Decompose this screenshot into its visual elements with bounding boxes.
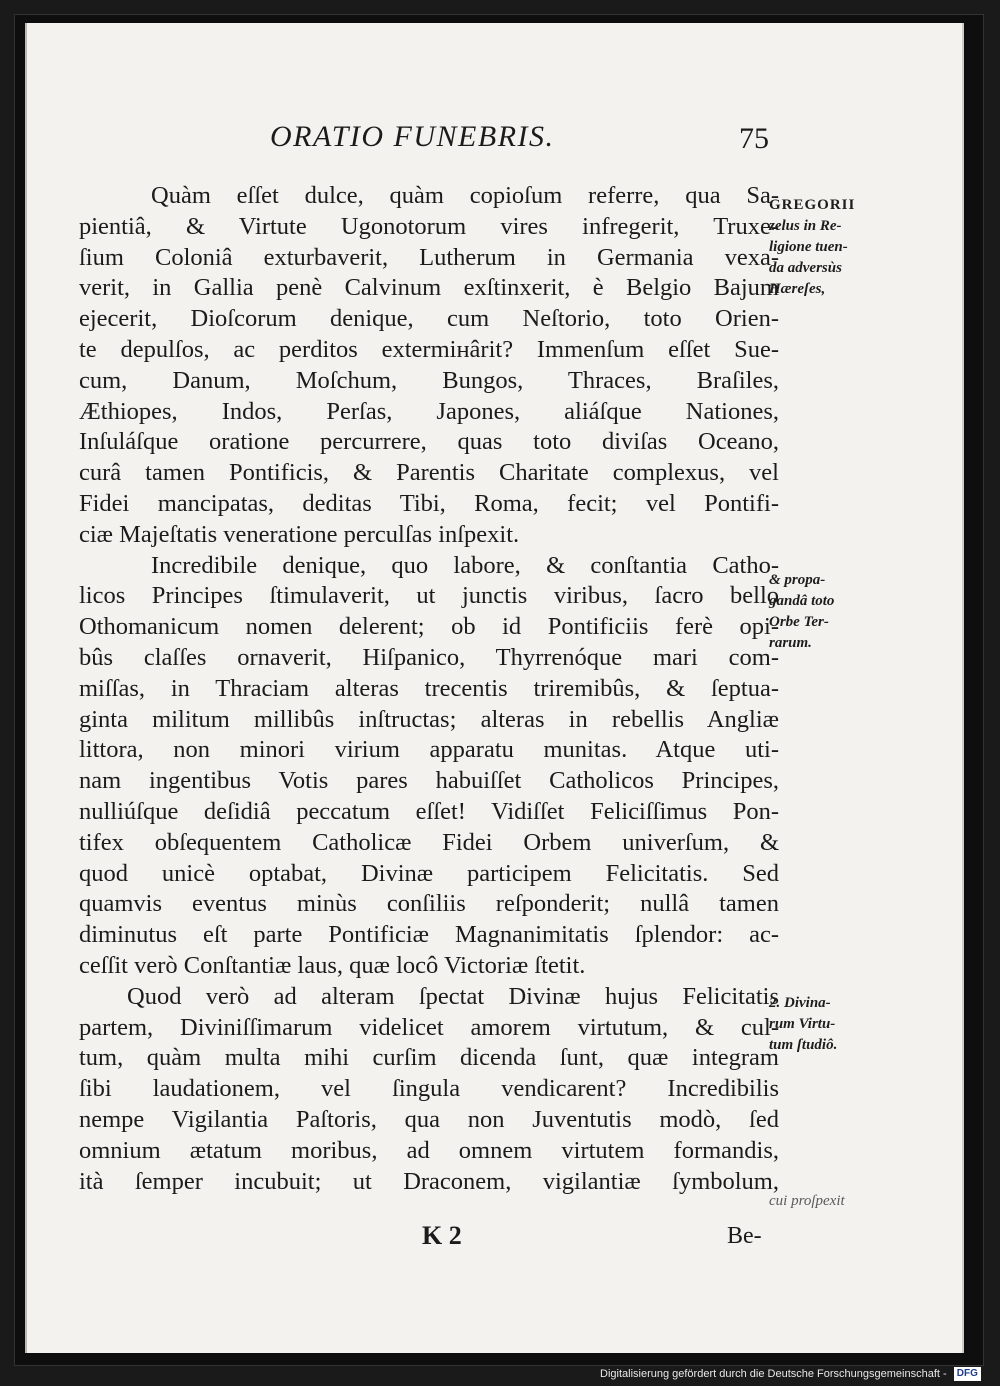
text-line: ejecerit, Dioſcorum denique, cum Neſtorio, toto Orien- xyxy=(79,305,779,333)
text-line: licos Principes ſtimulaverit, ut junctis viribus, ſacro bello xyxy=(79,582,779,610)
text-line: littora, non minori virium apparatu munitas. Atque uti- xyxy=(79,736,779,764)
text-line: pientiâ, & Virtute Ugonotorum vires infregerit, Truxe- xyxy=(79,212,779,240)
text-line: Fidei mancipatas, deditas Tibi, Roma, fecit; vel Pontifi- xyxy=(79,489,779,517)
text-line: ginta militum millibûs inſtructas; alteras in rebellis Angliæ xyxy=(79,705,779,733)
margin-note-line: gandâ toto xyxy=(769,593,835,609)
text-line: Incredibile denique, quo labore, & conſtantia Catho- xyxy=(151,551,779,579)
page-header xyxy=(27,120,962,160)
text-line: tifex obſequentem Catholicæ Fidei Orbem univerſum, & xyxy=(79,828,779,856)
text-line: miſſas, in Thraciam alteras trecentis triremibûs, & ſeptua- xyxy=(79,674,779,702)
text-line: diminutus eſt parte Pontificiæ Magnanimitatis ſplendor: ac- xyxy=(79,921,779,949)
dfg-logo-badge: DFG xyxy=(954,1367,981,1381)
signature-mark: K 2 xyxy=(422,1221,462,1250)
body-text xyxy=(79,181,779,1197)
text-line: quamvis eventus minùs conſiliis reſponderit; nullâ tamen xyxy=(79,890,779,918)
margin-note-line: Hæreſes, xyxy=(769,281,826,297)
margin-note-line: tum ſtudiô. xyxy=(769,1037,838,1053)
margin-note-propaganda xyxy=(769,570,834,654)
text-line: cum, Danum, Moſchum, Bungos, Thraces, Braſiles, xyxy=(79,366,779,394)
margin-note-cui-prospexit xyxy=(769,1191,845,1212)
text-line: verit, in Gallia penè Calvinum exſtinxerit, è Belgio Bajum xyxy=(79,274,779,302)
text-line: tum, quàm multa mihi curſim dicenda ſunt, quæ integram xyxy=(79,1044,779,1072)
margin-note-line: zelus in Re- xyxy=(769,218,842,234)
book-page xyxy=(25,23,964,1353)
text-line: nempe Vigilantia Paſtoris, qua non Juventutis modò, ſed xyxy=(79,1105,779,1133)
text-line: Quod verò ad alteram ſpectat Divinæ hujus Felicitatis xyxy=(127,982,779,1010)
text-line: quod unicè optabat, Divinæ participem Felicitatis. Sed xyxy=(79,859,779,887)
scan-frame xyxy=(14,14,984,1366)
text-line: partem, Diviniſſimarum videlicet amorem virtutum, & cul- xyxy=(79,1013,779,1041)
page-footer xyxy=(27,1221,962,1261)
running-head: ORATIO FUNEBRIS. xyxy=(270,120,555,153)
text-line: ceſſit verò Conſtantiæ laus, quæ locô Victoriæ ſtetit. xyxy=(79,951,586,979)
margin-note-line: rum Virtu- xyxy=(769,1016,836,1032)
margin-note-line: 2. Divina- xyxy=(769,995,831,1011)
margin-note-gregorii-zelus xyxy=(769,195,855,300)
margin-note-divinarum-virtutum xyxy=(769,993,837,1056)
text-line: nam ingentibus Votis pares habuiſſet Catholicos Principes, xyxy=(79,767,779,795)
margin-note-line: da adversùs xyxy=(769,260,842,276)
text-line: ſium Coloniâ exturbaverit, Lutherum in Germania vexa- xyxy=(79,243,779,271)
text-line: nulliúſque deſidiâ peccatum eſſet! Vidiſſet Feliciſſimus Pon- xyxy=(79,797,779,825)
margin-note-line: & propa- xyxy=(769,572,826,588)
page-number: 75 xyxy=(739,122,769,155)
margin-note-line: Orbe Ter- xyxy=(769,614,829,630)
text-line: omnium ætatum moribus, ad omnem virtutem formandis, xyxy=(79,1136,779,1164)
margin-note-line: rarum. xyxy=(769,635,812,651)
text-line: Inſuláſque oratione percurrere, quas toto diviſas Oceano, xyxy=(79,428,779,456)
margin-note-line: cui proſpexit xyxy=(769,1193,845,1209)
margin-note-line: ligione tuen- xyxy=(769,239,848,255)
text-line: ità ſemper incubuit; ut Draconem, vigilantiæ ſymbolum, xyxy=(79,1167,779,1195)
text-line: Æthiopes, Indos, Perſas, Japones, aliáſque Nationes, xyxy=(79,397,779,425)
margin-note-line: GREGORII xyxy=(769,197,856,213)
text-line: ſibi laudationem, vel ſingula vendicarent? Incredibilis xyxy=(79,1075,779,1103)
text-line: te depulſos, ac perditos extermінârit? Immenſum eſſet Sue- xyxy=(79,335,779,363)
credit-text: Digitalisierung gefördert durch die Deutsche Forschungsgemeinschaft - xyxy=(600,1368,947,1380)
text-line: curâ tamen Pontificis, & Parentis Charitate complexus, vel xyxy=(79,459,779,487)
text-line: Quàm eſſet dulce, quàm copioſum referre, qua Sa- xyxy=(151,182,779,209)
text-line: Othomanicum nomen delerent; ob id Pontificiis ferè opi- xyxy=(79,613,779,641)
text-line: ciæ Majeſtatis veneratione perculſas inſpexit. xyxy=(79,520,520,548)
digitization-credit xyxy=(600,1364,981,1384)
catchword: Be- xyxy=(727,1223,762,1249)
text-line: bûs claſſes ornaverit, Hiſpanico, Thyrrenóque mari com- xyxy=(79,643,779,671)
